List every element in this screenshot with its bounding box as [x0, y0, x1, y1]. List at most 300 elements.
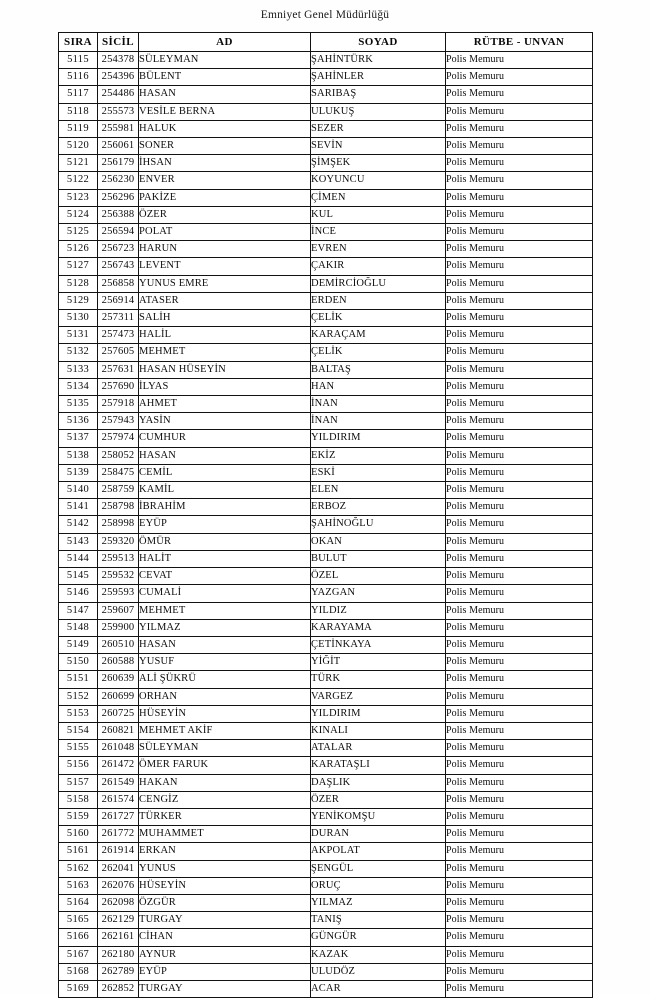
table-row — [59, 585, 593, 602]
cell-rutbe: Polis Memuru — [446, 722, 593, 739]
cell-rutbe: Polis Memuru — [446, 327, 593, 344]
cell-sira: 5128 — [59, 275, 98, 292]
cell-sicil: 256061 — [98, 138, 139, 155]
cell-soyad: ÇİMEN — [311, 189, 446, 206]
cell-rutbe: Polis Memuru — [446, 69, 593, 86]
column-header-soyad: SOYAD — [311, 33, 446, 52]
table-row — [59, 482, 593, 499]
cell-sicil: 260725 — [98, 705, 139, 722]
table-row — [59, 224, 593, 241]
page-title: Emniyet Genel Müdürlüğü — [260, 9, 390, 21]
cell-soyad: YILDIRIM — [311, 705, 446, 722]
cell-sira: 5136 — [59, 413, 98, 430]
cell-sira: 5124 — [59, 206, 98, 223]
cell-ad: CİHAN — [139, 929, 311, 946]
cell-soyad: ŞAHİNLER — [311, 69, 446, 86]
column-header-rutbe: RÜTBE - UNVAN — [446, 33, 593, 52]
cell-sira: 5166 — [59, 929, 98, 946]
cell-ad: CUMHUR — [139, 430, 311, 447]
table-row — [59, 877, 593, 894]
cell-ad: TURGAY — [139, 912, 311, 929]
table-row — [59, 774, 593, 791]
cell-rutbe: Polis Memuru — [446, 636, 593, 653]
cell-sira: 5141 — [59, 499, 98, 516]
cell-rutbe: Polis Memuru — [446, 482, 593, 499]
cell-sicil: 262789 — [98, 963, 139, 980]
cell-sira: 5165 — [59, 912, 98, 929]
table-row — [59, 52, 593, 69]
cell-sira: 5168 — [59, 963, 98, 980]
cell-sicil: 258798 — [98, 499, 139, 516]
cell-rutbe: Polis Memuru — [446, 705, 593, 722]
table-row — [59, 946, 593, 963]
cell-rutbe: Polis Memuru — [446, 602, 593, 619]
cell-rutbe: Polis Memuru — [446, 361, 593, 378]
table-row — [59, 894, 593, 911]
cell-soyad: ACAR — [311, 980, 446, 997]
table-row — [59, 912, 593, 929]
table-row — [59, 602, 593, 619]
cell-rutbe: Polis Memuru — [446, 172, 593, 189]
cell-ad: HALİT — [139, 550, 311, 567]
cell-rutbe: Polis Memuru — [446, 189, 593, 206]
cell-ad: ERKAN — [139, 843, 311, 860]
cell-rutbe: Polis Memuru — [446, 757, 593, 774]
cell-soyad: ELEN — [311, 482, 446, 499]
cell-sira: 5149 — [59, 636, 98, 653]
cell-sira: 5129 — [59, 292, 98, 309]
cell-sicil: 261772 — [98, 826, 139, 843]
table-row — [59, 757, 593, 774]
cell-sicil: 262098 — [98, 894, 139, 911]
cell-soyad: ÖZEL — [311, 568, 446, 585]
cell-sicil: 255981 — [98, 120, 139, 137]
cell-soyad: AKPOLAT — [311, 843, 446, 860]
cell-rutbe: Polis Memuru — [446, 826, 593, 843]
cell-rutbe: Polis Memuru — [446, 464, 593, 481]
column-header-sicil: SİCİL — [98, 33, 139, 52]
cell-ad: YILMAZ — [139, 619, 311, 636]
cell-sira: 5158 — [59, 791, 98, 808]
cell-soyad: BALTAŞ — [311, 361, 446, 378]
cell-sicil: 256296 — [98, 189, 139, 206]
table-row — [59, 413, 593, 430]
cell-rutbe: Polis Memuru — [446, 533, 593, 550]
cell-sicil: 256594 — [98, 224, 139, 241]
cell-sicil: 262180 — [98, 946, 139, 963]
table-row — [59, 843, 593, 860]
cell-sicil: 257943 — [98, 413, 139, 430]
cell-sira: 5162 — [59, 860, 98, 877]
table-row — [59, 826, 593, 843]
cell-ad: CUMALİ — [139, 585, 311, 602]
cell-ad: SÜLEYMAN — [139, 740, 311, 757]
cell-ad: HASAN — [139, 636, 311, 653]
cell-sira: 5137 — [59, 430, 98, 447]
cell-soyad: ÇELİK — [311, 344, 446, 361]
cell-rutbe: Polis Memuru — [446, 912, 593, 929]
cell-sira: 5147 — [59, 602, 98, 619]
cell-rutbe: Polis Memuru — [446, 516, 593, 533]
cell-sicil: 254396 — [98, 69, 139, 86]
cell-sira: 5161 — [59, 843, 98, 860]
table-row — [59, 292, 593, 309]
table-row — [59, 378, 593, 395]
table-row — [59, 344, 593, 361]
cell-ad: MEHMET — [139, 602, 311, 619]
cell-rutbe: Polis Memuru — [446, 980, 593, 997]
cell-rutbe: Polis Memuru — [446, 275, 593, 292]
cell-soyad: HAN — [311, 378, 446, 395]
cell-rutbe: Polis Memuru — [446, 224, 593, 241]
cell-ad: HÜSEYİN — [139, 705, 311, 722]
cell-ad: BÜLENT — [139, 69, 311, 86]
cell-soyad: GÜNGÜR — [311, 929, 446, 946]
cell-soyad: İNAN — [311, 396, 446, 413]
cell-soyad: OKAN — [311, 533, 446, 550]
cell-ad: İBRAHİM — [139, 499, 311, 516]
cell-soyad: ULUDÖZ — [311, 963, 446, 980]
cell-sicil: 260639 — [98, 671, 139, 688]
cell-ad: TÜRKER — [139, 808, 311, 825]
cell-sira: 5140 — [59, 482, 98, 499]
cell-sira: 5145 — [59, 568, 98, 585]
cell-soyad: ORUÇ — [311, 877, 446, 894]
cell-rutbe: Polis Memuru — [446, 860, 593, 877]
cell-sira: 5143 — [59, 533, 98, 550]
table-row — [59, 671, 593, 688]
cell-sicil: 259607 — [98, 602, 139, 619]
cell-sira: 5130 — [59, 310, 98, 327]
cell-ad: EYÜP — [139, 516, 311, 533]
cell-ad: ÖZGÜR — [139, 894, 311, 911]
cell-ad: SÜLEYMAN — [139, 52, 311, 69]
table-header-row — [59, 33, 593, 52]
cell-sicil: 257473 — [98, 327, 139, 344]
cell-sicil: 260821 — [98, 722, 139, 739]
cell-soyad: ŞAHİNOĞLU — [311, 516, 446, 533]
cell-ad: CEVAT — [139, 568, 311, 585]
cell-ad: ALİ ŞÜKRÜ — [139, 671, 311, 688]
cell-ad: İLYAS — [139, 378, 311, 395]
table-row — [59, 654, 593, 671]
cell-soyad: ŞİMŞEK — [311, 155, 446, 172]
cell-ad: EYÜP — [139, 963, 311, 980]
cell-rutbe: Polis Memuru — [446, 740, 593, 757]
cell-sicil: 256230 — [98, 172, 139, 189]
cell-ad: PAKİZE — [139, 189, 311, 206]
cell-sicil: 260510 — [98, 636, 139, 653]
cell-soyad: ÇELİK — [311, 310, 446, 327]
cell-ad: ÖZER — [139, 206, 311, 223]
cell-rutbe: Polis Memuru — [446, 550, 593, 567]
cell-sira: 5154 — [59, 722, 98, 739]
table-row — [59, 619, 593, 636]
cell-sira: 5144 — [59, 550, 98, 567]
cell-rutbe: Polis Memuru — [446, 344, 593, 361]
cell-sicil: 258759 — [98, 482, 139, 499]
cell-sira: 5138 — [59, 447, 98, 464]
cell-ad: ORHAN — [139, 688, 311, 705]
cell-sicil: 260588 — [98, 654, 139, 671]
table-row — [59, 980, 593, 997]
table-row — [59, 86, 593, 103]
cell-ad: HASAN — [139, 86, 311, 103]
cell-soyad: EKİZ — [311, 447, 446, 464]
cell-soyad: ERDEN — [311, 292, 446, 309]
cell-ad: TURGAY — [139, 980, 311, 997]
cell-soyad: KARAYAMA — [311, 619, 446, 636]
cell-sira: 5169 — [59, 980, 98, 997]
cell-sicil: 257974 — [98, 430, 139, 447]
cell-rutbe: Polis Memuru — [446, 499, 593, 516]
cell-sicil: 254378 — [98, 52, 139, 69]
cell-rutbe: Polis Memuru — [446, 292, 593, 309]
cell-ad: SALİH — [139, 310, 311, 327]
cell-sira: 5126 — [59, 241, 98, 258]
cell-soyad: KINALI — [311, 722, 446, 739]
cell-rutbe: Polis Memuru — [446, 86, 593, 103]
cell-rutbe: Polis Memuru — [446, 894, 593, 911]
cell-soyad: YILDIRIM — [311, 430, 446, 447]
cell-sicil: 258998 — [98, 516, 139, 533]
cell-soyad: VARGEZ — [311, 688, 446, 705]
cell-sicil: 261574 — [98, 791, 139, 808]
cell-sira: 5148 — [59, 619, 98, 636]
cell-sira: 5127 — [59, 258, 98, 275]
cell-sicil: 257690 — [98, 378, 139, 395]
cell-ad: HALİL — [139, 327, 311, 344]
cell-sira: 5119 — [59, 120, 98, 137]
cell-soyad: ERBOZ — [311, 499, 446, 516]
table-row — [59, 516, 593, 533]
cell-soyad: BULUT — [311, 550, 446, 567]
cell-sira: 5150 — [59, 654, 98, 671]
cell-soyad: ŞAHİNTÜRK — [311, 52, 446, 69]
cell-ad: SONER — [139, 138, 311, 155]
table-row — [59, 929, 593, 946]
cell-sira: 5118 — [59, 103, 98, 120]
cell-rutbe: Polis Memuru — [446, 430, 593, 447]
cell-sicil: 258052 — [98, 447, 139, 464]
cell-ad: MUHAMMET — [139, 826, 311, 843]
cell-soyad: SARIBAŞ — [311, 86, 446, 103]
cell-rutbe: Polis Memuru — [446, 843, 593, 860]
cell-sicil: 262161 — [98, 929, 139, 946]
cell-sicil: 261048 — [98, 740, 139, 757]
cell-sira: 5142 — [59, 516, 98, 533]
cell-ad: HAKAN — [139, 774, 311, 791]
cell-rutbe: Polis Memuru — [446, 619, 593, 636]
table-row — [59, 722, 593, 739]
cell-sicil: 262076 — [98, 877, 139, 894]
cell-ad: CENGİZ — [139, 791, 311, 808]
cell-ad: ÖMÜR — [139, 533, 311, 550]
cell-soyad: DEMİRCİOĞLU — [311, 275, 446, 292]
cell-ad: MEHMET — [139, 344, 311, 361]
cell-soyad: SEZER — [311, 120, 446, 137]
cell-sicil: 257918 — [98, 396, 139, 413]
cell-soyad: YAZGAN — [311, 585, 446, 602]
cell-soyad: YILMAZ — [311, 894, 446, 911]
cell-ad: ÖMER FARUK — [139, 757, 311, 774]
cell-sira: 5152 — [59, 688, 98, 705]
cell-soyad: KAZAK — [311, 946, 446, 963]
cell-soyad: KUL — [311, 206, 446, 223]
cell-sira: 5139 — [59, 464, 98, 481]
table-row — [59, 740, 593, 757]
cell-ad: POLAT — [139, 224, 311, 241]
cell-rutbe: Polis Memuru — [446, 413, 593, 430]
cell-sira: 5151 — [59, 671, 98, 688]
cell-sicil: 256743 — [98, 258, 139, 275]
cell-sira: 5146 — [59, 585, 98, 602]
column-header-ad: AD — [139, 33, 311, 52]
cell-sicil: 256723 — [98, 241, 139, 258]
cell-soyad: İNAN — [311, 413, 446, 430]
cell-ad: AYNUR — [139, 946, 311, 963]
cell-sira: 5115 — [59, 52, 98, 69]
table-row — [59, 155, 593, 172]
table-row — [59, 241, 593, 258]
cell-sira: 5134 — [59, 378, 98, 395]
cell-ad: YUNUS — [139, 860, 311, 877]
cell-ad: KAMİL — [139, 482, 311, 499]
cell-rutbe: Polis Memuru — [446, 52, 593, 69]
cell-sira: 5116 — [59, 69, 98, 86]
table-row — [59, 120, 593, 137]
cell-ad: MEHMET AKİF — [139, 722, 311, 739]
cell-rutbe: Polis Memuru — [446, 206, 593, 223]
cell-sicil: 256388 — [98, 206, 139, 223]
table-row — [59, 533, 593, 550]
cell-sicil: 257605 — [98, 344, 139, 361]
cell-rutbe: Polis Memuru — [446, 241, 593, 258]
cell-soyad: YİĞİT — [311, 654, 446, 671]
cell-sira: 5132 — [59, 344, 98, 361]
cell-rutbe: Polis Memuru — [446, 103, 593, 120]
cell-ad: HASAN — [139, 447, 311, 464]
table-row — [59, 69, 593, 86]
table-row — [59, 860, 593, 877]
table-row — [59, 189, 593, 206]
cell-ad: ATASER — [139, 292, 311, 309]
table-row — [59, 550, 593, 567]
cell-ad: YASİN — [139, 413, 311, 430]
table-row — [59, 310, 593, 327]
cell-sicil: 259513 — [98, 550, 139, 567]
cell-sicil: 262852 — [98, 980, 139, 997]
cell-rutbe: Polis Memuru — [446, 155, 593, 172]
cell-rutbe: Polis Memuru — [446, 808, 593, 825]
cell-sira: 5163 — [59, 877, 98, 894]
cell-ad: AHMET — [139, 396, 311, 413]
cell-soyad: ÖZER — [311, 791, 446, 808]
table-row — [59, 361, 593, 378]
cell-ad: İHSAN — [139, 155, 311, 172]
cell-ad: HARUN — [139, 241, 311, 258]
cell-ad: HALUK — [139, 120, 311, 137]
cell-sicil: 259900 — [98, 619, 139, 636]
cell-ad: YUSUF — [139, 654, 311, 671]
cell-rutbe: Polis Memuru — [446, 929, 593, 946]
cell-ad: CEMİL — [139, 464, 311, 481]
personnel-table — [58, 32, 593, 998]
cell-sira: 5121 — [59, 155, 98, 172]
table-row — [59, 963, 593, 980]
cell-ad: HÜSEYİN — [139, 877, 311, 894]
column-header-sira: SIRA — [59, 33, 98, 52]
cell-soyad: ŞENGÜL — [311, 860, 446, 877]
cell-soyad: KOYUNCU — [311, 172, 446, 189]
table-row — [59, 430, 593, 447]
cell-sira: 5153 — [59, 705, 98, 722]
cell-sicil: 259593 — [98, 585, 139, 602]
cell-ad: HASAN HÜSEYİN — [139, 361, 311, 378]
cell-ad: YUNUS EMRE — [139, 275, 311, 292]
cell-sira: 5135 — [59, 396, 98, 413]
cell-rutbe: Polis Memuru — [446, 791, 593, 808]
cell-soyad: KARATAŞLI — [311, 757, 446, 774]
cell-rutbe: Polis Memuru — [446, 120, 593, 137]
table-row — [59, 258, 593, 275]
cell-soyad: YILDIZ — [311, 602, 446, 619]
table-row — [59, 103, 593, 120]
cell-sira: 5164 — [59, 894, 98, 911]
table-row — [59, 396, 593, 413]
cell-soyad: İNCE — [311, 224, 446, 241]
cell-sicil: 262129 — [98, 912, 139, 929]
table-row — [59, 688, 593, 705]
cell-rutbe: Polis Memuru — [446, 258, 593, 275]
cell-soyad: TANIŞ — [311, 912, 446, 929]
table-row — [59, 636, 593, 653]
cell-sira: 5155 — [59, 740, 98, 757]
cell-sira: 5117 — [59, 86, 98, 103]
table-row — [59, 275, 593, 292]
cell-rutbe: Polis Memuru — [446, 138, 593, 155]
cell-rutbe: Polis Memuru — [446, 310, 593, 327]
cell-sira: 5122 — [59, 172, 98, 189]
cell-sira: 5160 — [59, 826, 98, 843]
table-row — [59, 568, 593, 585]
table-row — [59, 808, 593, 825]
cell-soyad: EVREN — [311, 241, 446, 258]
cell-rutbe: Polis Memuru — [446, 396, 593, 413]
cell-sira: 5157 — [59, 774, 98, 791]
cell-sicil: 256179 — [98, 155, 139, 172]
cell-sira: 5133 — [59, 361, 98, 378]
table-header — [59, 33, 593, 52]
cell-rutbe: Polis Memuru — [446, 774, 593, 791]
table-row — [59, 206, 593, 223]
cell-rutbe: Polis Memuru — [446, 447, 593, 464]
cell-sira: 5131 — [59, 327, 98, 344]
cell-ad: ENVER — [139, 172, 311, 189]
cell-rutbe: Polis Memuru — [446, 963, 593, 980]
cell-sira: 5123 — [59, 189, 98, 206]
cell-ad: LEVENT — [139, 258, 311, 275]
cell-soyad: SEVİN — [311, 138, 446, 155]
table-row — [59, 447, 593, 464]
cell-rutbe: Polis Memuru — [446, 688, 593, 705]
cell-soyad: ULUKUŞ — [311, 103, 446, 120]
cell-sicil: 261727 — [98, 808, 139, 825]
cell-soyad: TÜRK — [311, 671, 446, 688]
cell-sicil: 259532 — [98, 568, 139, 585]
cell-soyad: DAŞLIK — [311, 774, 446, 791]
cell-rutbe: Polis Memuru — [446, 568, 593, 585]
